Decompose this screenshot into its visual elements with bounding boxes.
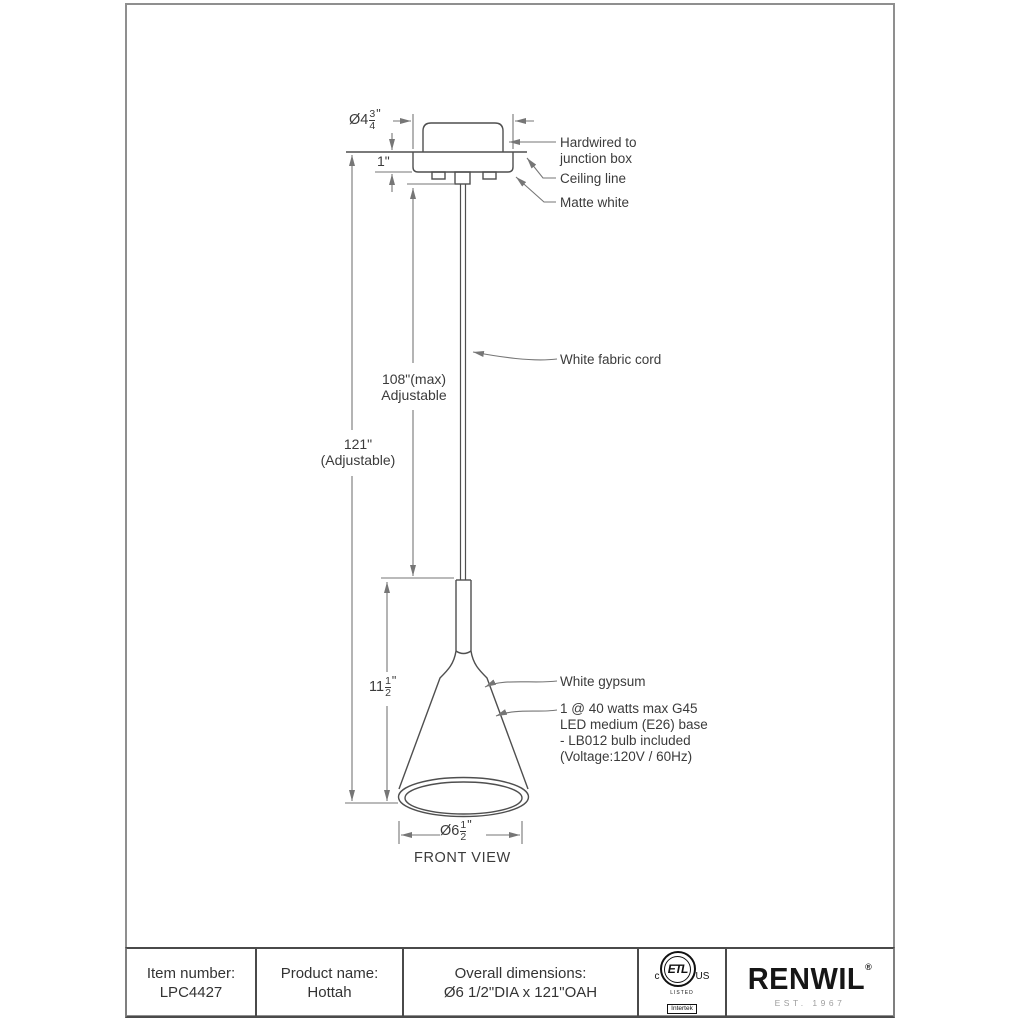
item-number-label: Item number: [146, 964, 236, 982]
annotation-hardwired: Hardwired to junction box [560, 135, 637, 166]
dimension-shade-height: 11 $\frac{1}{2}$ " [369, 674, 397, 699]
fabric-cord [461, 184, 466, 580]
etl-certification-cell [639, 949, 727, 1016]
leader-bulb [496, 710, 557, 716]
dimension-overall-height: 121" (Adjustable) [320, 436, 396, 468]
shade-rim-inner [405, 782, 522, 814]
brand-established: EST. 1967 [774, 997, 846, 1008]
shade-rim-outer [399, 778, 529, 817]
product-name-label: Product name: [280, 964, 379, 982]
plate-tab-left [432, 172, 445, 179]
item-number-cell [127, 949, 257, 1016]
overall-dimensions-value: Ø6 1/2"DIA x 121"OAH [443, 983, 598, 1001]
annotation-fabric-cord: White fabric cord [560, 352, 662, 367]
title-block [125, 947, 895, 1018]
intertek-label: Intertek [667, 1004, 697, 1014]
leader-gypsum [485, 681, 557, 687]
leader-lines [473, 142, 557, 716]
canopy-outline [423, 123, 503, 152]
dimension-plate-height: 1" [377, 153, 390, 169]
product-name-cell [257, 949, 404, 1016]
cord-stem [455, 172, 470, 184]
leader-ceiling-line [527, 158, 556, 178]
ceiling-mount-outline [346, 123, 527, 184]
plate-tab-right [483, 172, 496, 179]
annotation-matte-white: Matte white [560, 195, 630, 210]
fraction: $\frac{1}{2}$ [460, 819, 467, 843]
front-view-label: FRONT VIEW [414, 850, 511, 866]
overall-dimensions-cell [404, 949, 639, 1016]
fraction: $\frac{3}{4}$ [369, 108, 376, 132]
leader-matte-white [516, 177, 556, 202]
annotation-gypsum: White gypsum [560, 674, 646, 689]
annotation-bulb-spec: 1 @ 40 watts max G45 LED medium (E26) base - LB012 bulb included (Voltage:120V / 60Hz) [560, 701, 708, 764]
dimension-lines [345, 114, 534, 844]
dimension-shade-diameter: Ø6 $\frac{1}{2}$ " [440, 818, 472, 843]
leader-fabric-cord [473, 352, 557, 360]
dim-prefix: Ø4 [349, 112, 369, 129]
registered-mark: ® [865, 960, 873, 972]
overall-dimensions-label: Overall dimensions: [454, 964, 587, 982]
mounting-plate-outline [413, 152, 513, 172]
dimension-canopy-diameter: Ø4 $\frac{3}{4}$ " [349, 107, 381, 132]
annotation-ceiling-line: Ceiling line [560, 171, 627, 186]
shade-outline [399, 580, 529, 817]
etl-listed-text: LISTED [670, 990, 694, 996]
renwil-logo: RENWIL® [747, 960, 873, 996]
etl-listed-icon: c ETL US [655, 951, 710, 987]
brand-cell [727, 949, 893, 1016]
product-name-value: Hottah [307, 983, 352, 1001]
fraction: $\frac{1}{2}$ [385, 675, 391, 699]
dimension-cord-length: 108"(max) Adjustable [381, 371, 447, 403]
item-number-value: LPC4427 [159, 983, 223, 1001]
